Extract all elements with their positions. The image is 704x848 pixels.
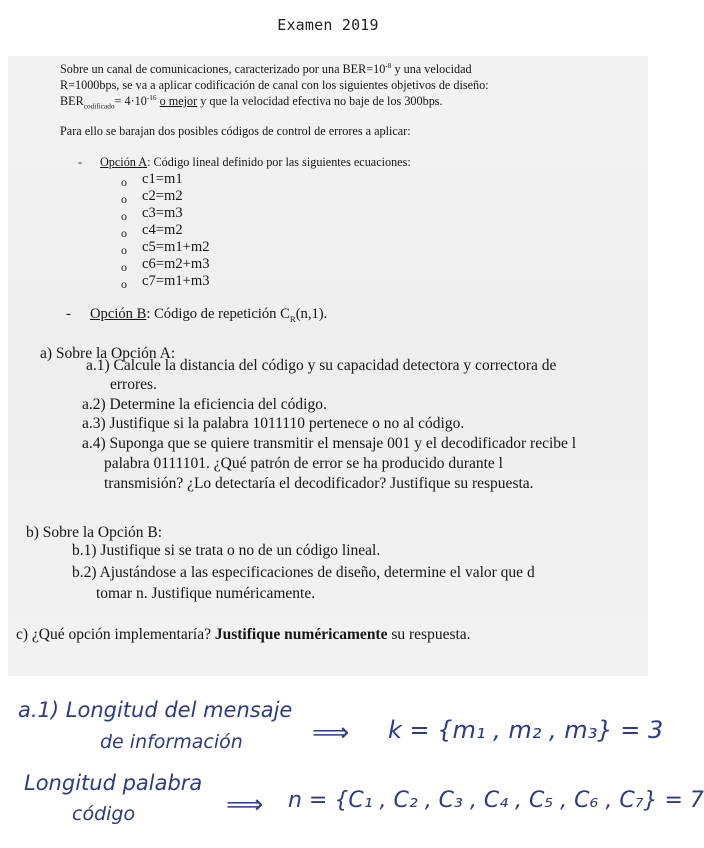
option-b-dash: - — [66, 306, 71, 322]
eq-bullet: o — [121, 277, 127, 291]
equation-6: c6=m2+m3 — [142, 256, 210, 272]
question-a3: a.3) Justifique si la palabra 1011110 pertenece o no al código. — [82, 415, 465, 432]
question-b2-line1: b.2) Ajustándose a las especificaciones de diseño, determine el valor que d — [72, 564, 535, 581]
question-b1: b.1) Justifique si se trata o no de un código lineal. — [72, 542, 381, 559]
equation-4: c4=m2 — [142, 222, 183, 238]
equation-7: c7=m1+m3 — [142, 273, 210, 289]
question-a2: a.2) Determine la eficiencia del código. — [82, 396, 327, 413]
question-a4-line3: transmisión? ¿Lo detectaría el decodificador? Justifique su respuesta. — [104, 475, 534, 492]
equation-1: c1=m1 — [142, 171, 183, 187]
handwritten-label-1b: de información — [100, 731, 243, 753]
handwritten-arrow-2: ⟹ — [226, 790, 264, 820]
option-a-line: Opción A: Código lineal definido por las siguientes ecuaciones: — [100, 155, 411, 169]
option-a-dash: - — [78, 155, 83, 169]
equation-2: c2=m2 — [142, 188, 183, 204]
question-a-heading: a) Sobre la Opción A: — [40, 345, 176, 362]
intro-line-1: Sobre un canal de comunicaciones, caracterizado por una $BER=10^{-8}$ y una velocidad — [60, 60, 472, 76]
question-a4-line2: palabra 0111101. ¿Qué patrón de error se ha producido durante l — [104, 455, 503, 472]
eq-bullet: o — [121, 260, 127, 274]
option-b-line: Opción B: Código de repetición $C_R(n,1)$. — [90, 306, 328, 324]
eq-bullet: o — [121, 192, 127, 206]
handwritten-label-1a: a.1) Longitud del mensaje — [18, 698, 293, 722]
page-title: Examen 2019 — [277, 16, 379, 34]
question-c: c) ¿Qué opción implementaría? Justifique numéricamente su respuesta. — [16, 626, 471, 643]
question-a4-line1: a.4) Suponga que se quiere transmitir el mensaje 001 y el decodificador recibe l — [82, 435, 577, 452]
question-b-heading: b) Sobre la Opción B: — [26, 524, 163, 541]
intro-line-3: $BER_{codificado}= 4\cdot 10^{-16}$ o mejor y que la velocidad efectiva no baje de los 300bps. — [60, 92, 443, 111]
handwritten-label-2a: Longitud palabra — [24, 771, 203, 795]
handwritten-formula-k: k = {m₁ , m₂ , m₃} = 3 — [388, 716, 664, 744]
intro-line-2: R=1000bps, se va a aplicar codificación de canal con los siguientes objetivos de diseño: — [60, 78, 489, 92]
eq-bullet: o — [121, 226, 127, 240]
question-b2-line2: tomar n. Justifique numéricamente. — [96, 585, 316, 602]
question-a1-line1: a.1) Calcule la distancia del código y su capacidad detectora y correctora de — [86, 357, 557, 374]
eq-bullet: o — [121, 209, 127, 223]
question-a1-line2: errores. — [110, 376, 157, 393]
handwritten-label-2b: código — [72, 803, 136, 825]
eq-bullet: o — [121, 243, 127, 257]
eq-bullet: o — [121, 175, 127, 189]
lead-text: Para ello se barajan dos posibles códigos de control de errores a aplicar: — [60, 124, 411, 138]
handwritten-formula-n: n = {C₁ , C₂ , C₃ , C₄ , C₅ , C₆ , C₇} = 7 — [288, 788, 704, 813]
handwritten-arrow-1: ⟹ — [312, 718, 350, 748]
equation-3: c3=m3 — [142, 205, 183, 221]
equation-5: c5=m1+m2 — [142, 239, 210, 255]
